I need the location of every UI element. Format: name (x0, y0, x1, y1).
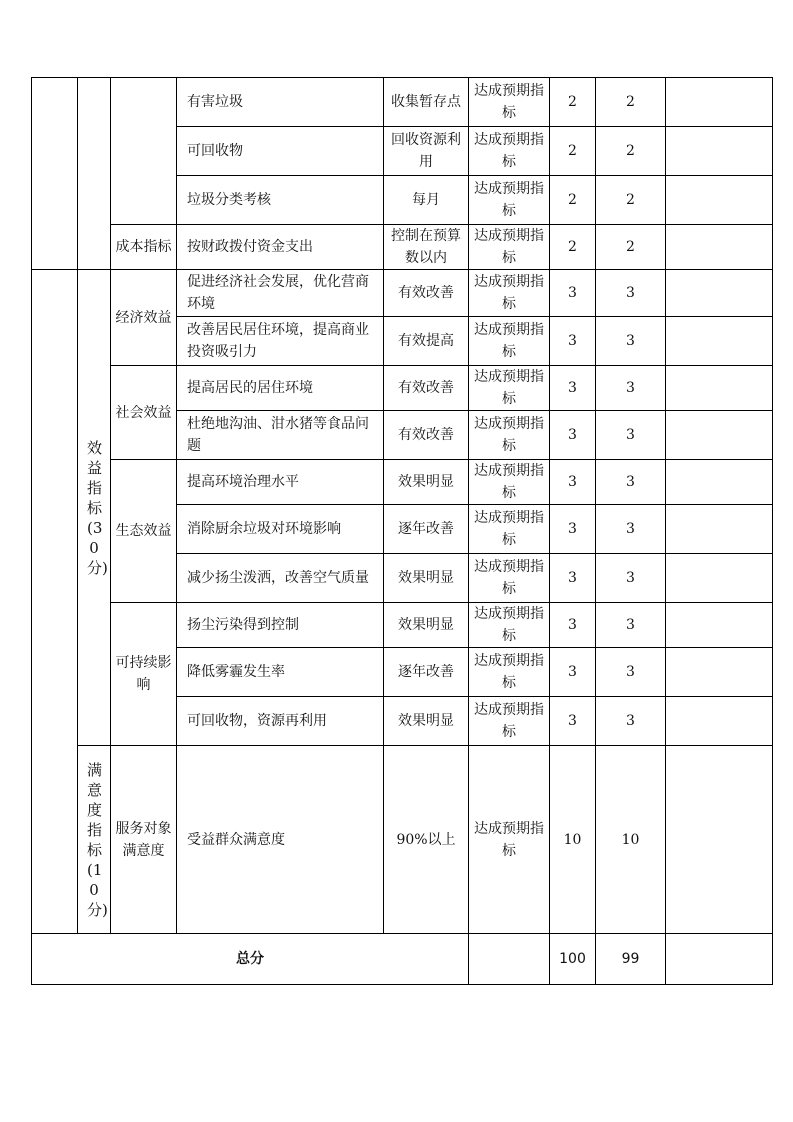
indicator-cell: 减少扬尘泼洒，改善空气质量 (177, 554, 384, 603)
indicator-cell: 可回收物，资源再利用 (177, 697, 384, 746)
remark-cell (666, 697, 773, 746)
result-cell: 达成预期指标 (469, 270, 550, 317)
sustainable-impact: 可持续影响 (111, 603, 177, 746)
result-cell: 达成预期指标 (469, 746, 550, 934)
target-cell: 有效提高 (384, 317, 469, 366)
result-cell: 达成预期指标 (469, 460, 550, 505)
total-weight: 100 (550, 934, 596, 985)
weight-cell: 2 (550, 225, 596, 270)
target-cell: 每月 (384, 176, 469, 225)
table-row (32, 746, 773, 934)
weight-cell: 2 (550, 176, 596, 225)
weight-cell: 2 (550, 78, 596, 127)
weight-cell: 3 (550, 270, 596, 317)
target-cell: 效果明显 (384, 460, 469, 505)
result-cell: 达成预期指标 (469, 648, 550, 697)
indicator-cell: 提高居民的居住环境 (177, 366, 384, 411)
score-cell: 3 (596, 648, 666, 697)
indicator-cell: 可回收物 (177, 127, 384, 176)
indicator-cell: 扬尘污染得到控制 (177, 603, 384, 648)
remark-cell (666, 603, 773, 648)
result-cell: 达成预期指标 (469, 411, 550, 460)
remark-cell (666, 505, 773, 554)
indicator-cell: 杜绝地沟油、泔水猪等食品问题 (177, 411, 384, 460)
weight-cell: 3 (550, 460, 596, 505)
table-row (32, 225, 773, 270)
score-cell: 3 (596, 317, 666, 366)
result-cell: 达成预期指标 (469, 127, 550, 176)
target-cell: 90%以上 (384, 746, 469, 934)
weight-cell: 10 (550, 746, 596, 934)
table-row (32, 270, 773, 317)
remark-cell (666, 411, 773, 460)
score-cell: 3 (596, 603, 666, 648)
target-cell: 效果明显 (384, 603, 469, 648)
result-cell: 达成预期指标 (469, 317, 550, 366)
second-level-cell (78, 78, 111, 270)
result-cell: 达成预期指标 (469, 505, 550, 554)
weight-cell: 3 (550, 697, 596, 746)
target-cell: 逐年改善 (384, 648, 469, 697)
score-cell: 3 (596, 366, 666, 411)
weight-cell: 2 (550, 127, 596, 176)
target-cell: 效果明显 (384, 554, 469, 603)
remark-cell (666, 225, 773, 270)
indicator-cell: 受益群众满意度 (177, 746, 384, 934)
table-row (32, 78, 773, 127)
indicator-cell: 促进经济社会发展，优化营商环境 (177, 270, 384, 317)
result-cell: 达成预期指标 (469, 697, 550, 746)
total-empty-cell (469, 934, 550, 985)
score-cell: 2 (596, 78, 666, 127)
total-row (32, 934, 773, 985)
result-cell: 达成预期指标 (469, 603, 550, 648)
total-label: 总分 (32, 934, 469, 985)
target-cell: 有效改善 (384, 366, 469, 411)
indicator-cell: 垃圾分类考核 (177, 176, 384, 225)
satisfaction-category: 服务对象满意度 (111, 746, 177, 934)
weight-cell: 3 (550, 554, 596, 603)
score-cell: 3 (596, 554, 666, 603)
weight-cell: 3 (550, 603, 596, 648)
remark-cell (666, 176, 773, 225)
target-cell: 有效改善 (384, 270, 469, 317)
score-cell: 2 (596, 176, 666, 225)
remark-cell (666, 270, 773, 317)
ecological-benefit: 生态效益 (111, 460, 177, 603)
weight-cell: 3 (550, 505, 596, 554)
score-cell: 3 (596, 270, 666, 317)
total-score: 99 (596, 934, 666, 985)
weight-cell: 3 (550, 317, 596, 366)
score-cell: 3 (596, 697, 666, 746)
weight-cell: 3 (550, 411, 596, 460)
remark-cell (666, 127, 773, 176)
remark-cell (666, 554, 773, 603)
indicator-cell: 改善居民居住环境，提高商业投资吸引力 (177, 317, 384, 366)
table-row (32, 366, 773, 411)
result-cell: 达成预期指标 (469, 366, 550, 411)
indicator-cell: 按财政拨付资金支出 (177, 225, 384, 270)
target-cell: 控制在预算数以内 (384, 225, 469, 270)
indicator-cell: 提高环境治理水平 (177, 460, 384, 505)
table-row (32, 460, 773, 505)
remark-cell (666, 648, 773, 697)
satisfaction-group: 满意度指标(10分) (78, 746, 111, 934)
score-cell: 10 (596, 746, 666, 934)
third-level-cell (111, 78, 177, 225)
total-remark (666, 934, 773, 985)
target-cell: 收集暂存点 (384, 78, 469, 127)
indicator-cell: 有害垃圾 (177, 78, 384, 127)
social-benefit: 社会效益 (111, 366, 177, 460)
score-cell: 2 (596, 127, 666, 176)
economic-benefit: 经济效益 (111, 270, 177, 366)
result-cell: 达成预期指标 (469, 176, 550, 225)
benefit-group: 效益指标(30分) (78, 270, 111, 746)
target-cell: 逐年改善 (384, 505, 469, 554)
score-cell: 3 (596, 411, 666, 460)
first-level-cell (32, 270, 78, 934)
performance-table (31, 77, 773, 985)
result-cell: 达成预期指标 (469, 78, 550, 127)
result-cell: 达成预期指标 (469, 554, 550, 603)
score-cell: 3 (596, 505, 666, 554)
result-cell: 达成预期指标 (469, 225, 550, 270)
first-level-cell (32, 78, 78, 270)
score-cell: 2 (596, 225, 666, 270)
indicator-cell: 降低雾霾发生率 (177, 648, 384, 697)
weight-cell: 3 (550, 648, 596, 697)
target-cell: 回收资源利用 (384, 127, 469, 176)
score-cell: 3 (596, 460, 666, 505)
remark-cell (666, 460, 773, 505)
remark-cell (666, 746, 773, 934)
remark-cell (666, 78, 773, 127)
table-row (32, 603, 773, 648)
remark-cell (666, 366, 773, 411)
target-cell: 效果明显 (384, 697, 469, 746)
target-cell: 有效改善 (384, 411, 469, 460)
indicator-cell: 消除厨余垃圾对环境影响 (177, 505, 384, 554)
remark-cell (666, 317, 773, 366)
weight-cell: 3 (550, 366, 596, 411)
third-level-cost: 成本指标 (111, 225, 177, 270)
